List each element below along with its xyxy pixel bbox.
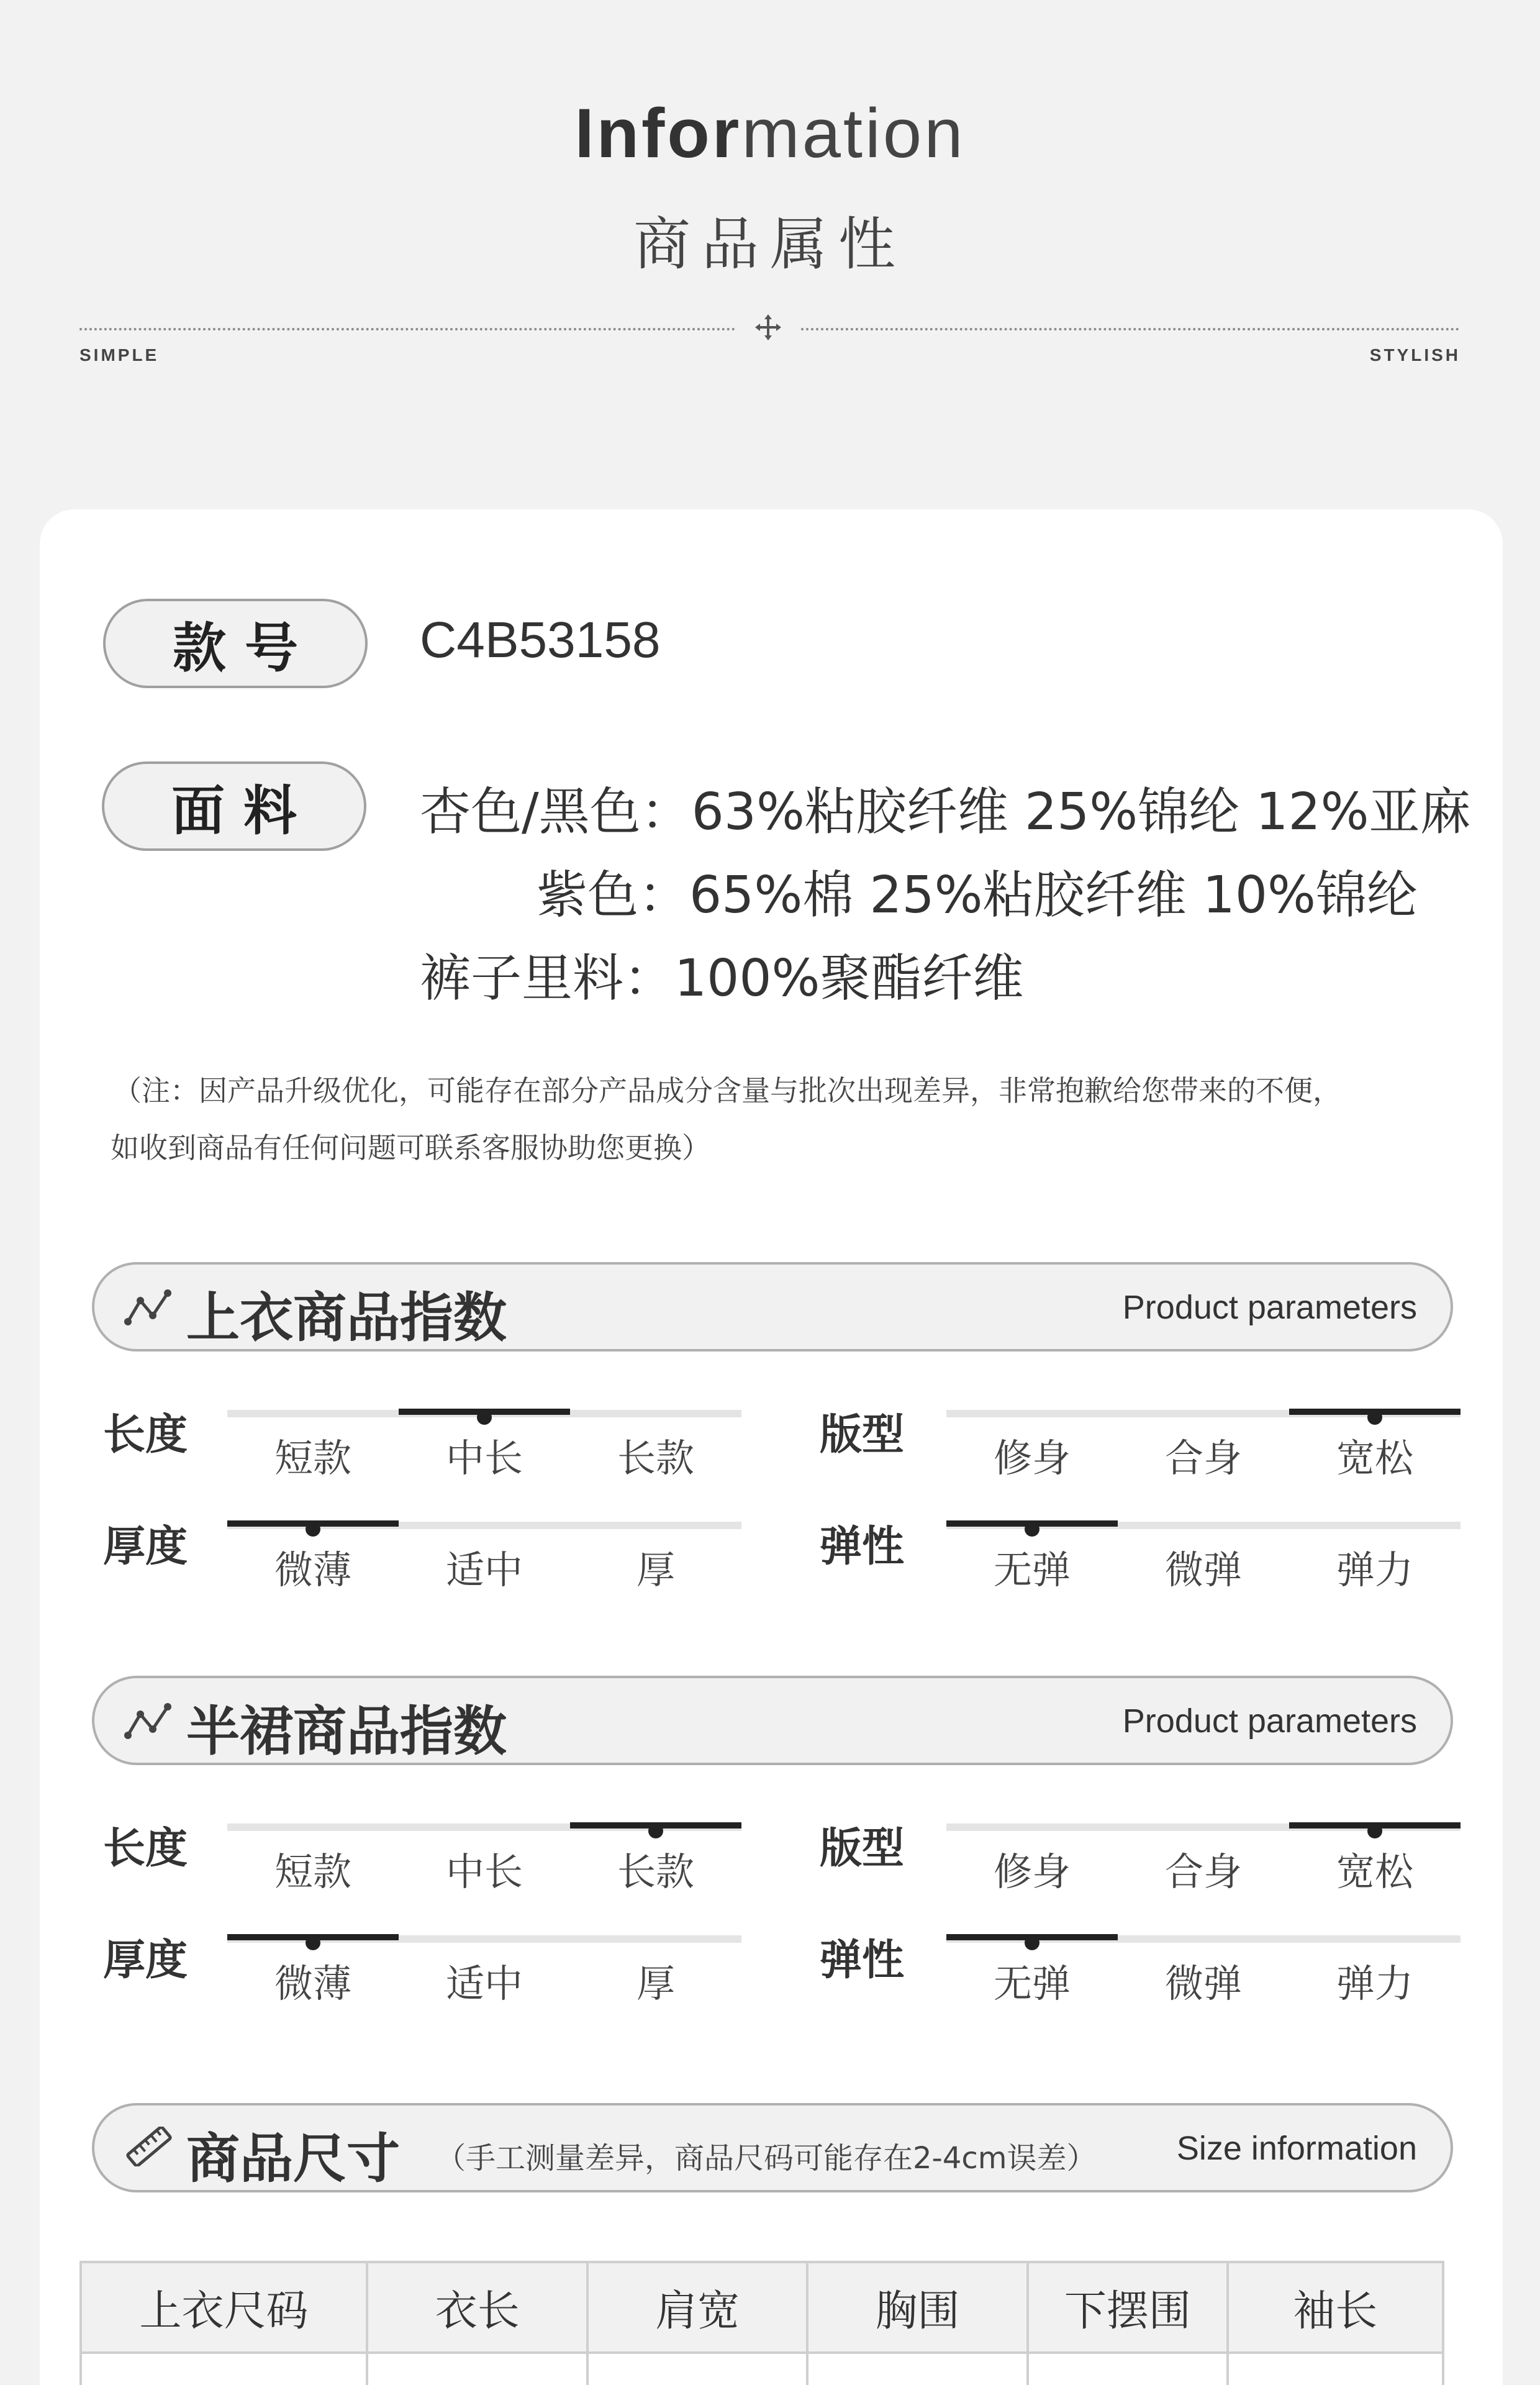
size-table bbox=[79, 2261, 1444, 2385]
size-table-header-row bbox=[81, 2262, 1443, 2353]
size-info-title: 商品尺寸 bbox=[186, 2128, 400, 2190]
header-title-light: mation bbox=[741, 94, 966, 172]
index-option: 宽松 bbox=[1336, 1849, 1413, 1894]
size-cell bbox=[807, 2353, 1028, 2385]
size-header-cell: 上衣尺码 bbox=[81, 2262, 367, 2353]
move-cross-icon bbox=[754, 313, 782, 342]
index-selected-marker bbox=[227, 1934, 399, 1940]
index-label: 长度 bbox=[103, 1411, 188, 1460]
size-info-note: （手工测量差异，商品尺码可能存在2-4cm误差） bbox=[436, 2141, 1097, 2176]
size-header-cell: 袖长 bbox=[1228, 2262, 1443, 2353]
index-option: 厚 bbox=[636, 1547, 675, 1592]
index-option: 短款 bbox=[274, 1849, 351, 1894]
style-number-value: C4B53158 bbox=[420, 612, 661, 668]
size-cell bbox=[587, 2353, 807, 2385]
index-track bbox=[227, 1410, 741, 1417]
index-option: 适中 bbox=[445, 1547, 523, 1592]
fabric-label: 面料 bbox=[102, 761, 366, 851]
index-track bbox=[227, 1935, 741, 1943]
index-label: 版型 bbox=[820, 1411, 905, 1460]
index-label: 弹性 bbox=[820, 1936, 905, 1985]
top-index-en: Product parameters bbox=[1122, 1289, 1417, 1326]
header-right-word: STYLISH bbox=[1369, 345, 1461, 365]
size-info-en: Size information bbox=[1176, 2130, 1417, 2167]
header-title-bold: Infor bbox=[574, 94, 742, 172]
index-option: 宽松 bbox=[1336, 1435, 1413, 1481]
size-header-cell: 衣长 bbox=[367, 2262, 587, 2353]
size-cell bbox=[81, 2353, 367, 2385]
index-option: 修身 bbox=[993, 1849, 1071, 1894]
index-selected-marker bbox=[1289, 1409, 1461, 1415]
size-header-cell: 胸围 bbox=[807, 2262, 1028, 2353]
index-option: 微弹 bbox=[1164, 1547, 1242, 1592]
skirt-index-en: Product parameters bbox=[1122, 1702, 1417, 1740]
index-option: 长款 bbox=[617, 1849, 694, 1894]
ruler-icon bbox=[124, 2127, 174, 2166]
index-label: 版型 bbox=[820, 1824, 905, 1873]
index-option: 合身 bbox=[1164, 1849, 1242, 1894]
index-track bbox=[946, 1410, 1461, 1417]
index-track bbox=[227, 1522, 741, 1529]
index-selected-marker bbox=[570, 1822, 741, 1828]
index-label: 长度 bbox=[103, 1824, 188, 1873]
index-selected-marker bbox=[1289, 1822, 1461, 1828]
fabric-line-2: 紫色：65%棉 25%粘胶纤维 10%锦纶 bbox=[537, 866, 1418, 925]
header-divider-right bbox=[801, 328, 1459, 330]
index-option: 弹力 bbox=[1336, 1961, 1413, 2006]
index-option: 微弹 bbox=[1164, 1961, 1242, 2006]
index-selected-marker bbox=[946, 1520, 1118, 1527]
index-label: 厚度 bbox=[103, 1522, 188, 1571]
size-info-header bbox=[92, 2103, 1453, 2192]
index-selected-marker bbox=[399, 1409, 570, 1415]
index-label: 厚度 bbox=[103, 1936, 188, 1985]
index-option: 无弹 bbox=[993, 1547, 1071, 1592]
size-table-row bbox=[81, 2353, 1443, 2385]
index-option: 微薄 bbox=[274, 1961, 351, 2006]
index-label: 弹性 bbox=[820, 1522, 905, 1571]
index-option: 长款 bbox=[617, 1435, 694, 1481]
header-left-word: SIMPLE bbox=[79, 345, 160, 365]
index-option: 无弹 bbox=[993, 1961, 1071, 2006]
index-option: 短款 bbox=[274, 1435, 351, 1481]
index-option: 中长 bbox=[445, 1849, 523, 1894]
index-track bbox=[946, 1824, 1461, 1831]
size-cell bbox=[1028, 2353, 1227, 2385]
top-index-title: 上衣商品指数 bbox=[186, 1287, 507, 1349]
index-track bbox=[946, 1522, 1461, 1529]
header-title bbox=[0, 93, 1540, 173]
size-cell bbox=[1228, 2353, 1443, 2385]
trend-line-icon bbox=[124, 1702, 174, 1742]
fabric-line-1: 杏色/黑色：63%粘胶纤维 25%锦纶 12%亚麻 bbox=[420, 783, 1471, 842]
header-divider-left bbox=[79, 328, 735, 330]
fabric-note-line-1: （注：因产品升级优化，可能存在部分产品成分含量与批次出现差异，非常抱歉给您带来的不便， bbox=[113, 1074, 1341, 1107]
index-track bbox=[227, 1824, 741, 1831]
size-header-cell: 肩宽 bbox=[587, 2262, 807, 2353]
index-option: 微薄 bbox=[274, 1547, 351, 1592]
index-option: 中长 bbox=[445, 1435, 523, 1481]
index-selected-marker bbox=[946, 1934, 1118, 1940]
trend-line-icon bbox=[124, 1288, 174, 1328]
index-selected-marker bbox=[227, 1520, 399, 1527]
index-option: 修身 bbox=[993, 1435, 1071, 1481]
skirt-index-title: 半裙商品指数 bbox=[186, 1701, 507, 1763]
size-cell bbox=[367, 2353, 587, 2385]
style-number-label: 款号 bbox=[103, 599, 368, 688]
fabric-line-3: 裤子里料：100%聚酯纤维 bbox=[420, 949, 1024, 1008]
index-track bbox=[946, 1935, 1461, 1943]
skirt-index-header bbox=[92, 1676, 1453, 1765]
header-subtitle: 商品属性 bbox=[633, 211, 907, 278]
index-option: 合身 bbox=[1164, 1435, 1242, 1481]
index-option: 适中 bbox=[445, 1961, 523, 2006]
index-option: 厚 bbox=[636, 1961, 675, 2006]
fabric-note-line-2: 如收到商品有任何问题可联系客服协助您更换） bbox=[111, 1131, 710, 1165]
top-index-header bbox=[92, 1262, 1453, 1352]
size-header-cell: 下摆围 bbox=[1028, 2262, 1227, 2353]
index-option: 弹力 bbox=[1336, 1547, 1413, 1592]
